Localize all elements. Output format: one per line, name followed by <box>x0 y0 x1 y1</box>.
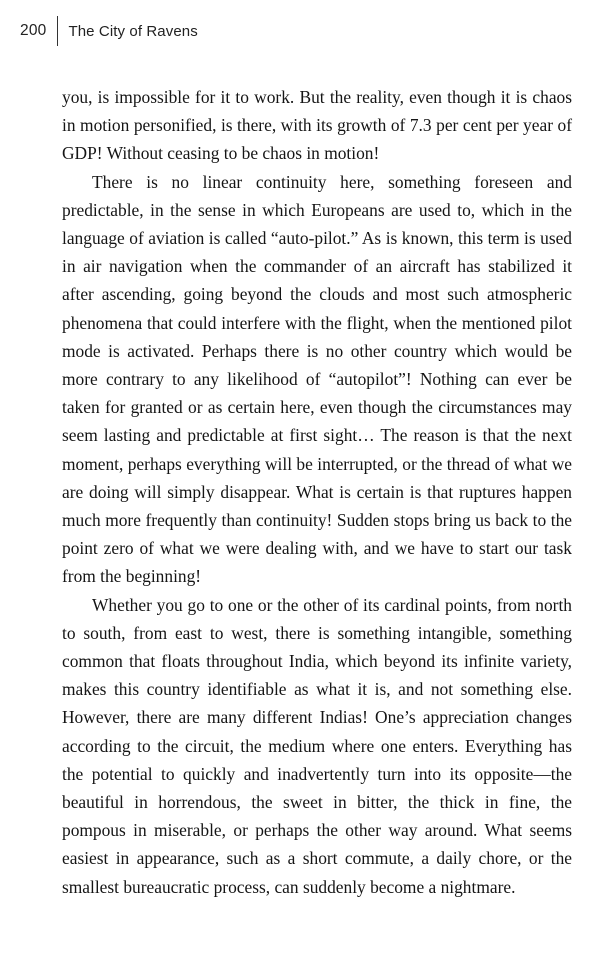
book-title: The City of Ravens <box>68 22 198 40</box>
body-text <box>62 83 572 901</box>
running-header <box>20 16 198 46</box>
page-number: 200 <box>20 22 47 39</box>
paragraph-2: There is no linear continuity here, something foreseen and predictable, in the sense in which Europeans are used to, which in the language of aviation is called “auto-pilot.” As is known, this term is used in air navigation when the commander of an aircraft has stabilized it after ascending, going beyond the clouds and most such atmospheric phenomena that could interfere with the flight, when the mentioned pilot mode is activated. Perhaps there is no other country which would be more contrary to any likelihood of “autopilot”! Nothing can ever be taken for granted or as certain here, even though the circumstances may seem lasting and predictable at first sight… The reason is that the next moment, perhaps everything will be interrupted, or the thread of what we are doing will simply disappear. What is certain is that ruptures happen much more frequently than continuity! Sudden stops bring us back to the point zero of what we were dealing with, and we have to start our task from the beginning! <box>62 171 572 587</box>
paragraph-3: Whether you go to one or the other of its cardinal points, from north to south, from east to west, there is something intangible, something common that floats throughout India, which beyond its infinite variety, makes this country identifiable as what it is, and not something else. However, there are many different Indias! One’s appreciation changes according to the circuit, the medium where one enters. Everything has the potential to quickly and inadvertently turn into its opposite—the beautiful in horrendous, the sweet in bitter, the thick in fine, the pompous in miserable, or perhaps the other way around. What seems easiest in appearance, such as a short commute, a daily chore, or the smallest bureaucratic process, can suddenly become a nightmare. <box>62 594 572 897</box>
paragraph-1: you, is impossible for it to work. But the reality, even though it is chaos in motion personified, is there, with its growth of 7.3 per cent per year of GDP! Without ceasing to be chaos in motion! <box>62 87 572 164</box>
header-divider <box>57 16 58 46</box>
